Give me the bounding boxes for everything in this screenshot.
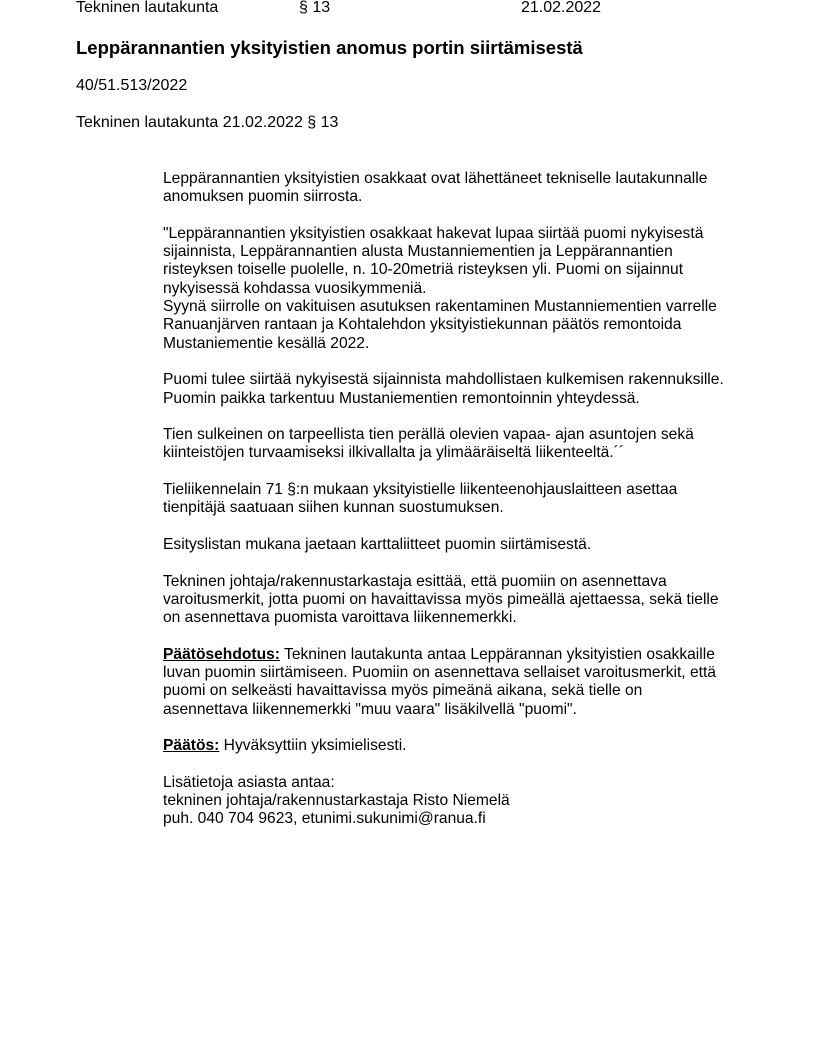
document-body xyxy=(163,170,763,847)
paragraph-relocation: Puomi tulee siirtää nykyisestä sijainnista mahdollistaen kulkemisen rakennuksille. Puomin paikka tarkentuu Mustaniementien remontoinnin yhteydessä. xyxy=(163,371,724,407)
decision-text: Hyväksyttiin yksimielisesti. xyxy=(219,737,407,755)
contact-info: Lisätietoja asiasta antaa: tekninen johtaja/rakennustarkastaja Risto Niemelä puh. 040 704 9623, etunimi.sukunimi@ranua.fi xyxy=(163,773,510,828)
proposal-text: Tekninen lautakunta antaa Leppärannan yksityistien osakkaille luvan puomin siirtämiseen. Puomiin on asennettava sellaiset varoitusmerkit, että puomi on selkeästi havaittavissa myös pimeänä aikana, sekä tielle on asennettava liikennemerkki "muu vaara" lisäkilvellä "puomi". xyxy=(163,645,716,718)
diary-number: 40/51.513/2022 xyxy=(76,77,188,94)
header-meeting-date: 21.02.2022 xyxy=(521,0,602,16)
decision xyxy=(163,737,763,755)
proposal-label: Päätösehdotus: xyxy=(163,645,280,663)
decision-label: Päätös: xyxy=(163,737,220,755)
paragraph-director-proposal: Tekninen johtaja/rakennustarkastaja esittää, että puomiin on asennettava varoitusmerkit, jotta puomi on havaittavissa myös pimeällä ajettaessa, sekä tielle on asennettava puomista varoittava liikennemerkki. xyxy=(163,572,719,627)
paragraph-quoted-request: "Leppärannantien yksityistien osakkaat hakevat lupaa siirtää puomi nykyisestä sijainnista, Leppärannantien alusta Mustanniementien ja Leppärannantien risteyksen toiselle puolelle, n. 10-20metriä risteyksen yli. Puomi on sijainnut nykyisessä kohdassa vuosikymmeniä. Syynä siirrolle on vakituisen asutuksen rakentaminen Mustanniementien varrelle Ranuanjärven rantaan ja Kohtalehdon yksityistiekunnan päätös remontoida Mustaniementie kesällä 2022. xyxy=(163,224,717,352)
paragraph-application: Leppärannantien yksityistien osakkaat ovat lähettäneet tekniselle lautakunnalle anomuksen puomin siirrosta. xyxy=(163,170,708,206)
header-board-name: Tekninen lautakunta xyxy=(76,0,219,16)
header-section-number: § 13 xyxy=(299,0,331,16)
document-title: Leppärannantien yksityistien anomus portin siirtämisestä xyxy=(76,37,583,58)
paragraph-closure-reason: Tien sulkeinen on tarpeellista tien perällä olevien vapaa- ajan asuntojen sekä kiinteistöjen turvaamiseksi ilkivallalta ja ylimääräiseltä liikenteeltä.´´ xyxy=(163,426,694,462)
paragraph-law-reference: Tieliikennelain 71 §:n mukaan yksityistielle liikenteenohjauslaitteen asettaa tienpitäjä saatuaan siihen kunnan suostumuksen. xyxy=(163,481,678,517)
decision-proposal xyxy=(163,646,763,719)
meeting-reference: Tekninen lautakunta 21.02.2022 § 13 xyxy=(76,114,339,131)
paragraph-attachments: Esityslistan mukana jaetaan karttaliitteet puomin siirtämisestä. xyxy=(163,535,592,553)
